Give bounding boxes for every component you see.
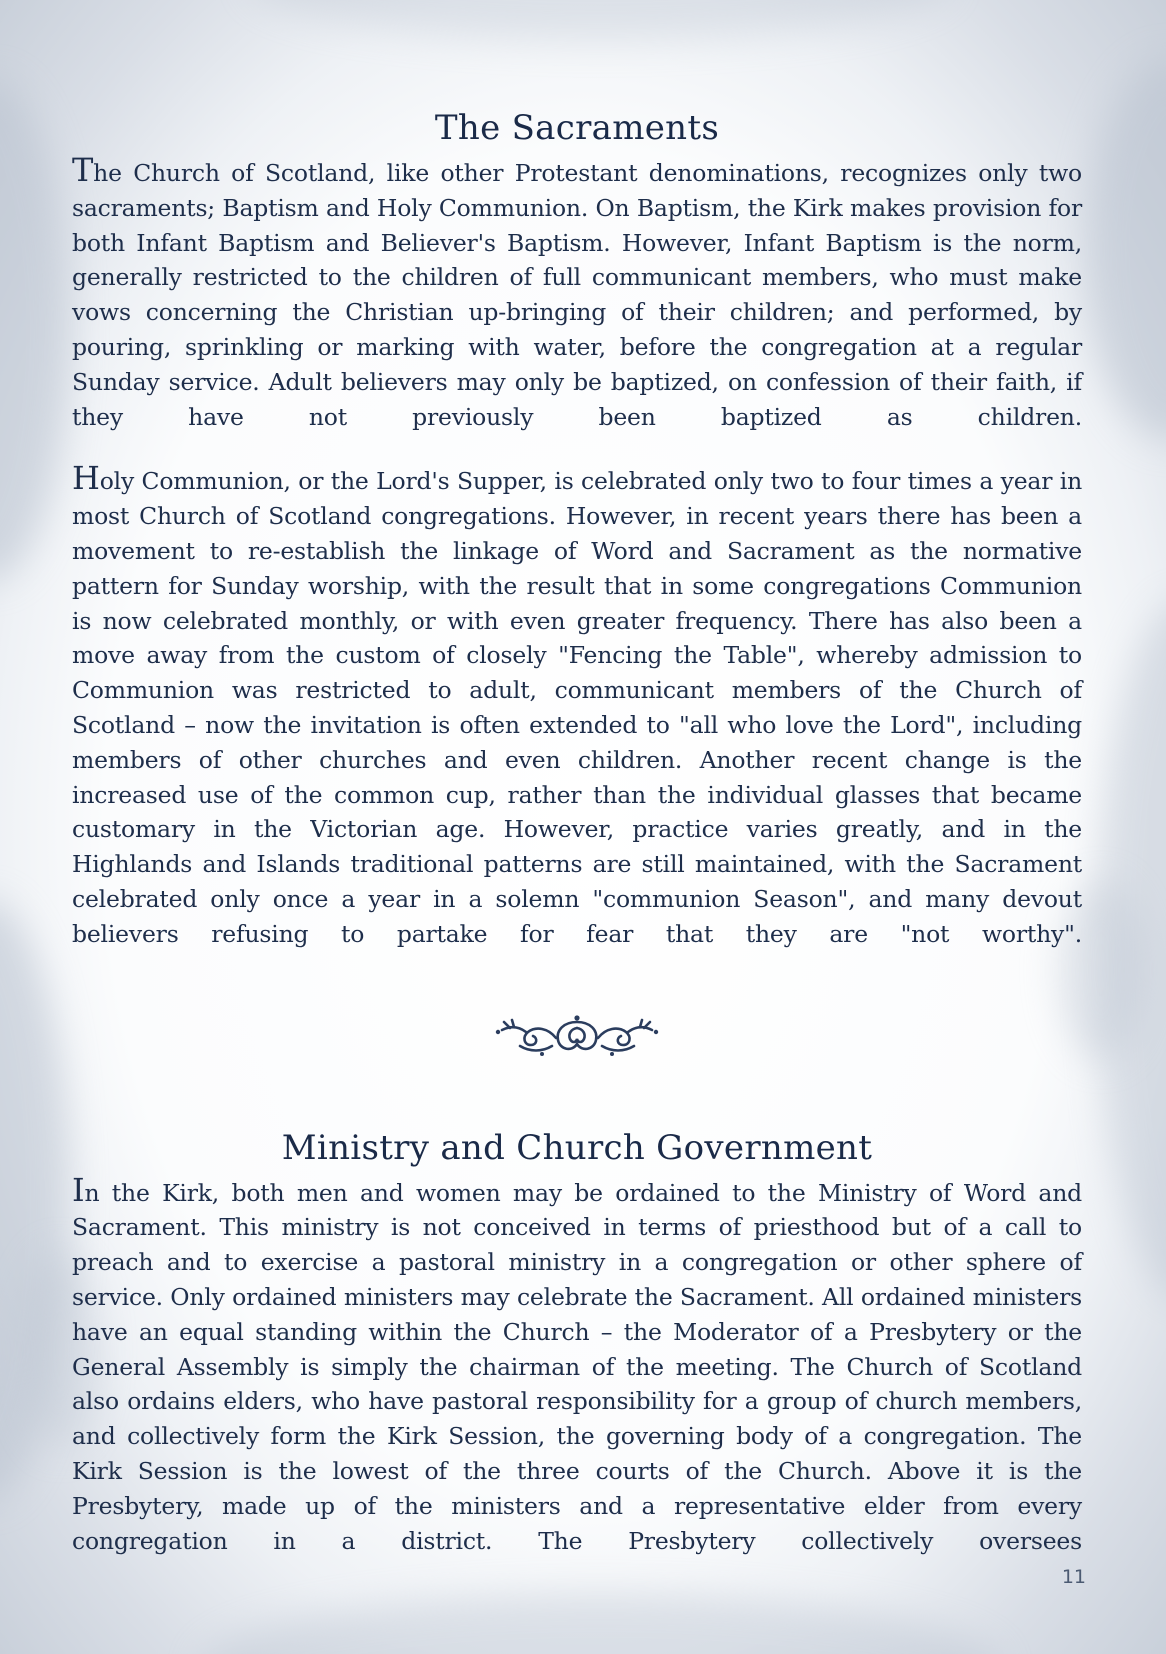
ornament-divider [72, 952, 1082, 1120]
paragraph-text: he Church of Scotland, like other Protestant denominations, recognizes only two sacraments; Baptism and Holy Communion. On Baptism, the Kirk makes provision for both Infant Baptism and Believer's Baptism. However, Infant Baptism is the norm, generally restricted to the children of full communicant members, who must make vows concerning the Christian up-bringing of their children; and performed, by pouring, sprinkling or marking with water, before the congregation at a regular Sunday service. Adult believers may only be baptized, on confession of their faith, if they have not previously been baptized as children. [72, 159, 1082, 431]
page-content [72, 100, 1082, 1558]
drop-initial: I [72, 1170, 85, 1209]
flourish-divider-icon [492, 1012, 662, 1060]
section-heading: Ministry and Church Government [281, 1127, 873, 1168]
paragraph-text: oly Communion, or the Lord's Supper, is celebrated only two to four times a year in most Church of Scotland congregations. However, in recent years there has been a movement to re-establish the linkage of Word and Sacrament as the normative pattern for Sunday worship, with the result that in some congregations Communion is now celebrated monthly, or with even greater frequency. There has also been a move away from the custom of closely "Fencing the Table", whereby admission to Communion was restricted to adult, communicant members of the Church of Scotland – now the invitation is often extended to "all who love the Lord", including members of other churches and even children. Another recent change is the increased use of the common cup, rather than the individual glasses that became customary in the Victorian age. However, practice varies greatly, and in the Highlands and Islands traditional patterns are still maintained, with the Sacrament celebrated only once a year in a solemn "communion Season", and many devout believers refusing to partake for fear that they are "not worthy". [72, 467, 1082, 948]
paragraph-communion [72, 459, 1082, 951]
section-sacraments [72, 100, 1082, 952]
drop-initial: T [72, 151, 94, 189]
paragraph-text: n the Kirk, both men and women may be ordained to the Ministry of Word and Sacrament. This ministry is not conceived in terms of priesthood but of a call to preach and to exercise a pastoral ministry in a congregation or other sphere of service. Only ordained ministers may celebrate the Sacrament. All ordained ministers have an equal standing within the Church – the Moderator of a Presbytery or the General Assembly is simply the chairman of the meeting. The Church of Scotland also ordains elders, who have pastoral responsibility for a group of church members, and collectively form the Kirk Session, the governing body of a congregation. The Kirk Session is the lowest of the three courts of the Church. Above it is the Presbytery, made up of the ministers and a representative elder from every congregation in a district. The Presbytery collectively oversees [72, 1178, 1082, 1555]
page-number: 11 [1061, 1566, 1086, 1588]
paragraph-baptism [72, 151, 1082, 434]
paragraph-ministry [72, 1170, 1082, 1559]
section-heading: The Sacraments [434, 108, 720, 148]
section-ministry [72, 1120, 1082, 1559]
drop-initial: H [72, 459, 100, 498]
